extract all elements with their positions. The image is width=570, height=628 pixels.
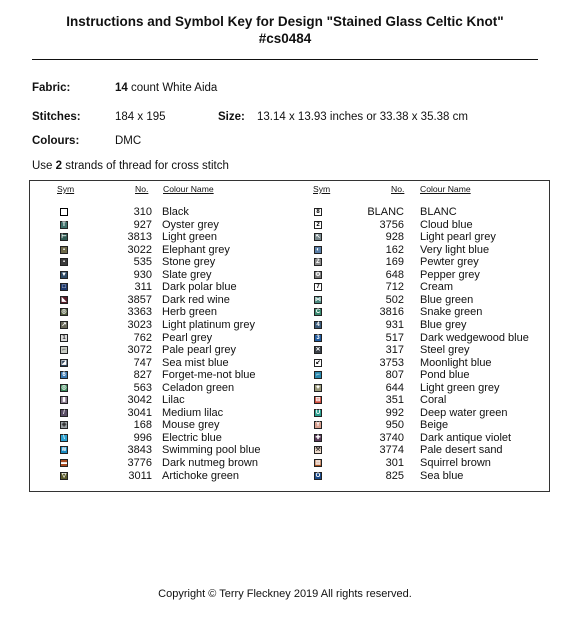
dmc-number: 3816	[379, 306, 404, 319]
colour-name: Electric blue	[162, 431, 222, 444]
symbol-swatch-icon: □	[60, 283, 68, 291]
key-row	[0, 394, 570, 407]
colour-name: Medium lilac	[162, 406, 224, 419]
symbol-swatch-icon: ⚙	[315, 271, 321, 278]
dmc-number: 310	[133, 206, 152, 218]
dmc-number: 3857	[127, 293, 152, 306]
dmc-number: 992	[385, 406, 404, 419]
key-row	[0, 332, 570, 345]
symbol-swatch-icon: ▮	[60, 396, 68, 404]
dmc-number: 3774	[379, 444, 404, 457]
symbol-swatch-icon: ◎	[61, 309, 67, 316]
symbol-swatch-icon: ▪	[60, 246, 68, 254]
symbol-swatch-icon: ⌐	[314, 371, 322, 379]
colour-name: Very light blue	[420, 243, 490, 256]
symbol-swatch-icon: \	[60, 434, 68, 442]
symbol-swatch-icon: ▤	[315, 460, 321, 466]
symbol-swatch-icon: ⋈	[315, 296, 321, 303]
colour-name: Snake green	[420, 306, 483, 319]
dmc-number: 807	[385, 369, 404, 382]
colour-name: Pale pearl grey	[162, 344, 236, 357]
dmc-number: 3753	[379, 356, 404, 369]
symbol-swatch-icon: ◣	[61, 296, 67, 303]
symbol-swatch-icon: O	[315, 472, 321, 479]
symbol-swatch-icon: ✕	[315, 347, 321, 354]
symbol-swatch-icon: ↗	[61, 321, 67, 328]
colour-name: Deep water green	[420, 406, 508, 419]
dmc-number: BLANC	[367, 206, 404, 218]
colour-name: Light green	[162, 231, 218, 244]
dmc-number: 996	[133, 431, 152, 444]
key-row	[0, 407, 570, 420]
colour-name: Moonlight blue	[420, 356, 492, 369]
colour-name: Dark red wine	[162, 293, 230, 306]
key-row	[0, 432, 570, 445]
symbol-swatch-icon: ◈	[61, 422, 67, 429]
colour-name: Squirrel brown	[420, 457, 491, 469]
strands-count: 2	[55, 160, 63, 172]
colour-name: Pale desert sand	[420, 444, 503, 457]
dmc-number: 3042	[127, 394, 152, 407]
symbol-swatch-icon: ◐	[314, 246, 322, 254]
stitches-label: Stitches:	[32, 111, 81, 123]
symbol-swatch-icon: 6	[60, 371, 68, 379]
symbol-swatch-icon: ⊞	[315, 397, 321, 404]
key-row	[0, 231, 570, 244]
colour-name: Coral	[420, 394, 447, 407]
key-row	[0, 269, 570, 282]
colour-name: Light pearl grey	[420, 231, 496, 244]
symbol-swatch-icon: T	[60, 221, 68, 229]
key-row	[0, 444, 570, 457]
dmc-number: 950	[385, 419, 404, 432]
colour-name: Cloud blue	[420, 218, 473, 231]
dmc-number: 317	[385, 344, 404, 357]
stitches-value: 184 x 195	[115, 111, 166, 123]
dmc-number: 931	[385, 318, 404, 331]
dmc-number: 3023	[127, 318, 152, 331]
fabric-label: Fabric:	[32, 82, 71, 94]
fabric-count: 14	[115, 82, 128, 94]
dmc-number: 3363	[127, 306, 152, 319]
colour-name: Artichoke green	[162, 469, 240, 482]
dmc-number: 762	[133, 331, 152, 344]
colour-name: Cream	[420, 281, 454, 294]
dmc-number: 3072	[127, 344, 152, 357]
symbol-swatch-icon: ↙	[315, 359, 321, 366]
key-row	[0, 206, 570, 219]
colour-name: Pepper grey	[420, 268, 480, 281]
colour-name: Dark polar blue	[162, 281, 237, 294]
colour-name: Forget-me-not blue	[162, 369, 256, 382]
colour-name: Pearl grey	[162, 331, 213, 344]
header-name-left: Colour Name	[163, 184, 214, 194]
key-row	[0, 344, 570, 357]
dmc-number: 3843	[127, 444, 152, 457]
key-row	[0, 244, 570, 257]
colour-name: Pewter grey	[420, 256, 479, 269]
dmc-number: 927	[133, 218, 152, 231]
dmc-number: 301	[385, 457, 404, 469]
colour-name: Black	[162, 206, 189, 218]
header-sym-left: Sym	[57, 184, 75, 194]
header-name-right: Colour Name	[420, 184, 471, 194]
colour-name: Herb green	[162, 306, 218, 319]
colour-name: Mouse grey	[162, 419, 220, 432]
size-value: 13.14 x 13.93 inches or 33.38 x 35.38 cm	[257, 111, 468, 123]
symbol-swatch-icon: ◪	[61, 359, 67, 366]
symbol-swatch-icon: U	[315, 409, 321, 416]
dmc-number: 3756	[379, 218, 404, 231]
symbol-swatch-icon: ▬	[61, 460, 67, 466]
colour-name: Swimming pool blue	[162, 444, 261, 457]
symbol-swatch-icon: C	[315, 309, 321, 316]
key-row	[0, 369, 570, 382]
symbol-swatch-icon: ✦	[315, 384, 321, 391]
symbol-swatch-icon: 2	[314, 221, 322, 229]
dmc-number: 827	[133, 369, 152, 382]
dmc-number: 825	[385, 469, 404, 482]
strands-note	[32, 160, 229, 172]
dmc-number: 3740	[379, 431, 404, 444]
colour-name: Dark nutmeg brown	[162, 457, 258, 469]
colour-name: Oyster grey	[162, 218, 219, 231]
key-row	[0, 457, 570, 470]
colours-label: Colours:	[32, 135, 80, 147]
symbol-swatch-icon: 1	[60, 334, 68, 342]
symbol-swatch-icon: 3	[314, 334, 322, 342]
dmc-number: 930	[133, 268, 152, 281]
colour-name: Blue green	[420, 293, 474, 306]
document-title: Instructions and Symbol Key for Design "Stained Glass Celtic Knot"	[66, 14, 504, 29]
colour-name: BLANC	[420, 206, 457, 218]
dmc-number: 168	[133, 419, 152, 432]
key-row	[0, 256, 570, 269]
dmc-number: 351	[385, 394, 404, 407]
fabric-value	[115, 82, 217, 94]
colour-name: Sea blue	[420, 469, 464, 482]
colour-name: Sea mist blue	[162, 356, 229, 369]
key-row	[0, 470, 570, 483]
title-divider	[32, 59, 538, 60]
colour-name: Elephant grey	[162, 243, 230, 256]
dmc-number: 648	[385, 268, 404, 281]
key-row	[0, 319, 570, 332]
colour-name: Blue grey	[420, 318, 467, 331]
dmc-number: 712	[385, 281, 404, 294]
dmc-number: 3776	[127, 457, 152, 469]
colour-name: Celadon green	[162, 381, 235, 394]
key-row	[0, 419, 570, 432]
colour-name: Light green grey	[420, 381, 500, 394]
strands-pre: Use	[32, 160, 56, 172]
colour-name: Dark wedgewood blue	[420, 331, 529, 344]
key-row	[0, 281, 570, 294]
key-row	[0, 294, 570, 307]
header-no-right: No.	[391, 184, 405, 194]
colours-value: DMC	[115, 135, 142, 147]
dmc-number: 644	[385, 381, 404, 394]
symbol-swatch-icon: 7	[314, 283, 322, 291]
symbol-swatch-icon: ▪	[60, 258, 68, 266]
symbol-swatch-icon: ⌐	[60, 346, 68, 354]
key-row	[0, 219, 570, 232]
dmc-number: 563	[133, 381, 152, 394]
header-sym-right: Sym	[313, 184, 331, 194]
colour-name: Stone grey	[162, 256, 216, 269]
symbol-swatch-icon: ⊢	[61, 234, 67, 241]
design-code: #cs0484	[258, 31, 312, 46]
dmc-number: 3813	[127, 231, 152, 244]
dmc-number: 162	[385, 243, 404, 256]
symbol-swatch-icon: Z	[314, 258, 322, 266]
fabric-rest: count White Aida	[127, 82, 218, 94]
dmc-number: 3041	[127, 406, 152, 419]
colour-name: Dark antique violet	[420, 431, 512, 444]
dmc-number: 535	[133, 256, 152, 269]
dmc-number: 747	[133, 356, 152, 369]
symbol-swatch-icon: ✚	[315, 434, 321, 441]
colour-name: Steel grey	[420, 344, 470, 357]
symbol-swatch-icon: Y	[315, 422, 320, 429]
dmc-number: 3022	[127, 243, 152, 256]
dmc-number: 928	[385, 231, 404, 244]
dmc-number: 3011	[128, 469, 152, 482]
header-no-left: No.	[135, 184, 149, 194]
dmc-number: 517	[385, 331, 404, 344]
symbol-swatch-icon: ↖	[315, 234, 321, 241]
key-row	[0, 306, 570, 319]
key-row	[0, 382, 570, 395]
strands-post: strands of thread for cross stitch	[62, 160, 229, 172]
symbol-swatch-icon: /	[60, 409, 68, 417]
dmc-number: 502	[385, 293, 404, 306]
symbol-swatch-icon: ▽	[61, 472, 67, 479]
copyright-footer: Copyright © Terry Fleckney 2019 All rights reserved.	[158, 588, 412, 600]
dmc-number: 169	[385, 256, 404, 269]
colour-name: Light platinum grey	[162, 318, 255, 331]
key-row	[0, 357, 570, 370]
colour-name: Pond blue	[420, 369, 470, 382]
colour-name: Lilac	[162, 394, 185, 407]
symbol-swatch-icon: ◎	[61, 384, 67, 391]
dmc-number: 311	[134, 281, 152, 294]
symbol-swatch-icon: 4	[314, 321, 322, 329]
symbol-swatch-icon: ⚒	[315, 447, 321, 454]
symbol-swatch-icon: 8	[314, 208, 322, 216]
symbol-swatch-icon: ▼	[61, 271, 67, 278]
size-label: Size:	[218, 111, 245, 123]
symbol-swatch-icon: ≋	[61, 447, 67, 454]
colour-name: Slate grey	[162, 268, 212, 281]
colour-name: Beige	[420, 419, 449, 432]
